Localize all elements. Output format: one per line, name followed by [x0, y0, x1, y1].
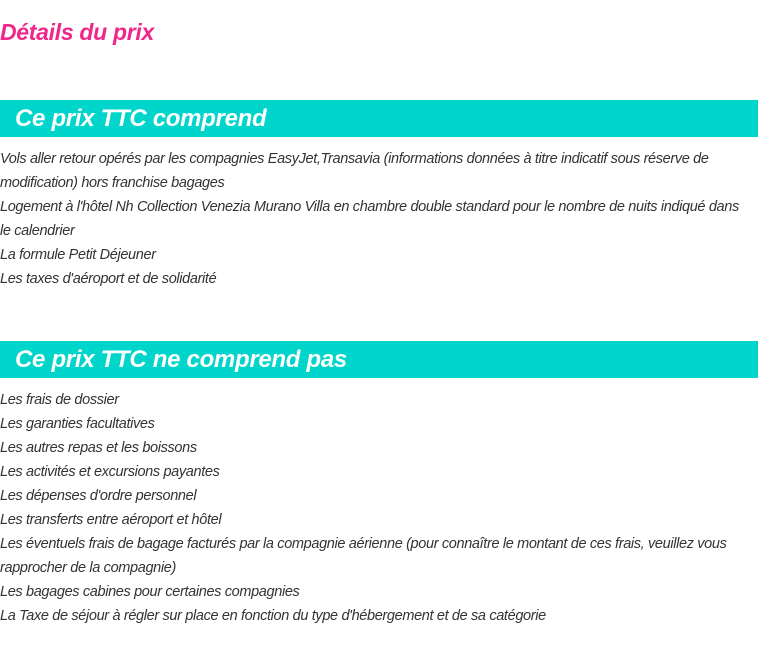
excluded-item: Les autres repas et les boissons — [0, 440, 197, 456]
excluded-item: Les transferts entre aéroport et hôtel — [0, 512, 222, 528]
included-section-header — [0, 100, 758, 137]
included-item: Vols aller retour opérés par les compagnies EasyJet,Transavia (informations données à titre indicatif sous réserve de modification) hors franchise bagages — [0, 151, 709, 191]
page-title: Détails du prix — [0, 19, 154, 45]
included-item: Logement à l'hôtel Nh Collection Venezia Murano Villa en chambre double standard pour le nombre de nuits indiqué dans le calendrier — [0, 199, 739, 239]
excluded-item: Les frais de dossier — [0, 392, 119, 408]
excluded-item: Les garanties facultatives — [0, 416, 155, 432]
included-item: Les taxes d'aéroport et de solidarité — [0, 271, 217, 287]
excluded-item: La Taxe de séjour à régler sur place en fonction du type d'hébergement et de sa catégorie — [0, 608, 546, 624]
excluded-item: Les bagages cabines pour certaines compagnies — [0, 584, 300, 600]
included-section-title: Ce prix TTC comprend — [15, 105, 267, 132]
excluded-item: Les activités et excursions payantes — [0, 464, 220, 480]
excluded-items-list — [0, 388, 752, 628]
included-items-list — [0, 147, 752, 291]
excluded-item: Les éventuels frais de bagage facturés par la compagnie aérienne (pour connaître le montant de ces frais, veuillez vous rapprocher de la compagnie) — [0, 536, 727, 576]
excluded-item: Les dépenses d'ordre personnel — [0, 488, 197, 504]
included-item: La formule Petit Déjeuner — [0, 247, 156, 263]
excluded-section-title: Ce prix TTC ne comprend pas — [15, 346, 347, 373]
excluded-section-header — [0, 341, 758, 378]
